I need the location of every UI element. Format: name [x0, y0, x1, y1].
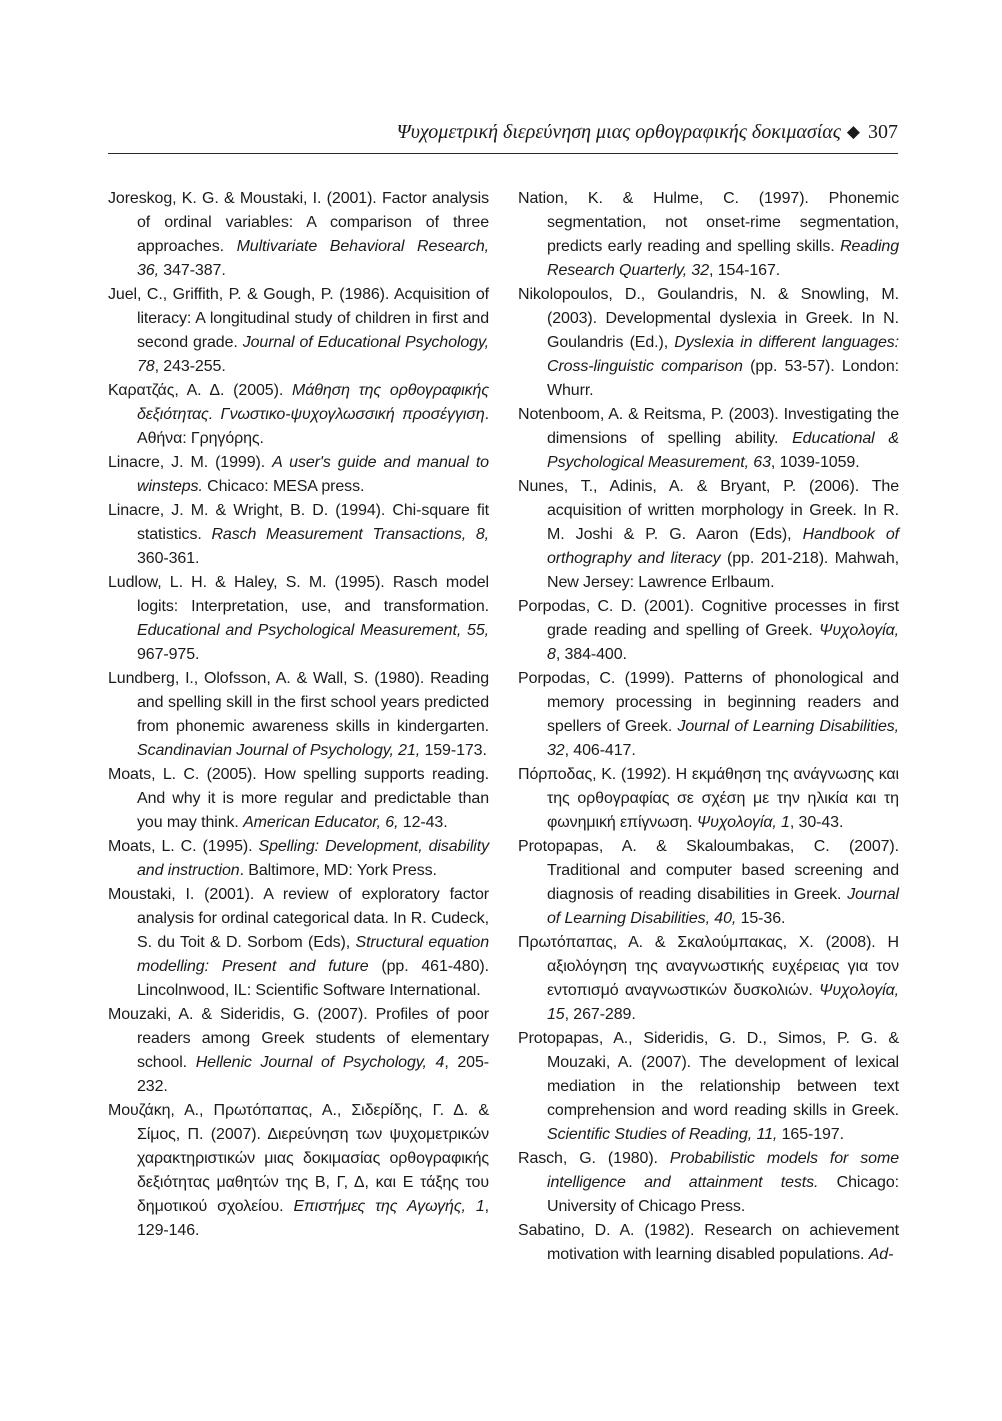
diamond-separator-icon: ◆ — [846, 122, 860, 141]
reference-entry: Nunes, T., Adinis, A. & Bryant, P. (2006). The acquisition of written morphology in Greek. In R. M. Joshi & P. G. Aaron (Eds), Handbook of orthography and literacy (pp. 201-218). Mahwah, New Jersey: Lawrence Erlbaum. — [518, 478, 899, 591]
reference-entry: Protopapas, A. & Skaloumbakas, C. (2007). Traditional and computer based screening and diagnosis of reading disabilities in Greek. Journal of Learning Disabilities, 40, 15-36. — [518, 838, 899, 927]
reference-entry: Sabatino, D. A. (1982). Research on achievement motivation with learning disabled populations. Ad- — [518, 1222, 899, 1263]
header-rule — [108, 153, 898, 154]
reference-entry: Moustaki, I. (2001). A review of exploratory factor analysis for ordinal categorical data. In R. Cudeck, S. du Toit & D. Sorbom (Eds), Structural equation modelling: Present and future (pp. 461-480). Lincolnwood, IL: Scientific Software International. — [108, 886, 489, 999]
reference-entry: Protopapas, A., Sideridis, G. D., Simos, P. G. & Mouzaki, A. (2007). The development of lexical mediation in the relationship between text comprehension and word reading skills in Greek. Scientific Studies of Reading, 11, 165-197. — [518, 1030, 899, 1143]
reference-entry: Notenboom, A. & Reitsma, P. (2003). Investigating the dimensions of spelling ability. Educational & Psychological Measurement, 63, 1039-1059. — [518, 406, 900, 471]
reference-entry: Joreskog, K. G. & Moustaki, I. (2001). Factor analysis of ordinal variables: A comparison of three approaches. Multivariate Behavioral Research, 36, 347-387. — [108, 190, 490, 279]
left-column — [108, 187, 489, 1243]
reference-entry: Moats, L. C. (2005). How spelling supports reading. And why it is more regular and predictable than you may think. American Educator, 6, 12-43. — [108, 766, 489, 831]
reference-entry: Πόρποδας, Κ. (1992). Η εκμάθηση της ανάγνωσης και της ορθογραφίας σε σχέση με την ηλικία και τη φωνημική επίγνωση. Ψυχολογία, 1, 30-43. — [518, 766, 899, 831]
right-column — [518, 187, 899, 1267]
reference-entry: Linacre, J. M. & Wright, B. D. (1994). Chi-square fit statistics. Rasch Measurement Transactions, 8, 360-361. — [108, 502, 489, 567]
reference-entry: Μουζάκη, Α., Πρωτόπαπας, Α., Σιδερίδης, Γ. Δ. & Σίμος, Π. (2007). Διερεύνηση των ψυχομετρικών χαρακτηριστικών μιας δοκιμασίας ορθογραφικής δεξιότητας μαθητών της Β, Γ, Δ, και Ε τάξης του δημοτικού σχολείου. Επιστήμες της Αγωγής, 1, 129-146. — [108, 1102, 490, 1239]
reference-entry: Πρωτόπαπας, Α. & Σκαλούμπακας, Χ. (2008). Η αξιολόγηση της αναγνωστικής ευχέρειας για τον εντοπισμό αναγνωστικών δυσκολιών. Ψυχολογία, 15, 267-289. — [518, 934, 899, 1023]
reference-entry: Mouzaki, A. & Sideridis, G. (2007). Profiles of poor readers among Greek students of elementary school. Hellenic Journal of Psychology, 4, 205-232. — [108, 1006, 489, 1095]
reference-entry: Porpodas, C. (1999). Patterns of phonological and memory processing in beginning readers and spellers of Greek. Journal of Learning Disabilities, 32, 406-417. — [518, 670, 899, 759]
reference-entry: Ludlow, L. H. & Haley, S. M. (1995). Rasch model logits: Interpretation, use, and transformation. Educational and Psychological Measurement, 55, 967-975. — [108, 574, 489, 663]
reference-entry: Juel, C., Griffith, P. & Gough, P. (1986). Acquisition of literacy: A longitudinal study of children in first and second grade. Journal of Educational Psychology, 78, 243-255. — [108, 286, 490, 375]
running-title: Ψυχομετρική διερεύνηση μιας ορθογραφικής δοκιμασίας — [396, 121, 841, 143]
reference-entry: Porpodas, C. D. (2001). Cognitive processes in first grade reading and spelling of Greek. Ψυχολογία, 8, 384-400. — [518, 598, 899, 663]
reference-entry: Lundberg, I., Olofsson, A. & Wall, S. (1980). Reading and spelling skill in the first school years predicted from phonemic awareness skills in kindergarten. Scandinavian Journal of Psychology, 21, 159-173. — [108, 670, 489, 759]
running-header — [108, 118, 898, 147]
reference-entry: Nikolopoulos, D., Goulandris, N. & Snowling, M. (2003). Developmental dyslexia in Greek. In N. Goulandris (Ed.), Dyslexia in different languages: Cross-linguistic comparison (pp. 53-57). London: Whurr. — [518, 286, 899, 399]
page-number: 307 — [868, 121, 898, 143]
reference-entry: Linacre, J. M. (1999). A user's guide and manual to winsteps. Chicaco: MESA press. — [108, 454, 489, 495]
reference-entry: Rasch, G. (1980). Probabilistic models for some intelligence and attainment tests. Chicago: University of Chicago Press. — [518, 1150, 899, 1215]
reference-entry: Nation, K. & Hulme, C. (1997). Phonemic segmentation, not onset-rime segmentation, predicts early reading and spelling skills. Reading Research Quarterly, 32, 154-167. — [518, 190, 899, 279]
reference-entry: Καρατζάς, Α. Δ. (2005). Μάθηση της ορθογραφικής δεξιότητας. Γνωστικο-ψυχογλωσσική προσέγγιση. Αθήνα: Γρηγόρης. — [108, 382, 489, 447]
reference-entry: Moats, L. C. (1995). Spelling: Development, disability and instruction. Baltimore, MD: York Press. — [108, 838, 489, 879]
